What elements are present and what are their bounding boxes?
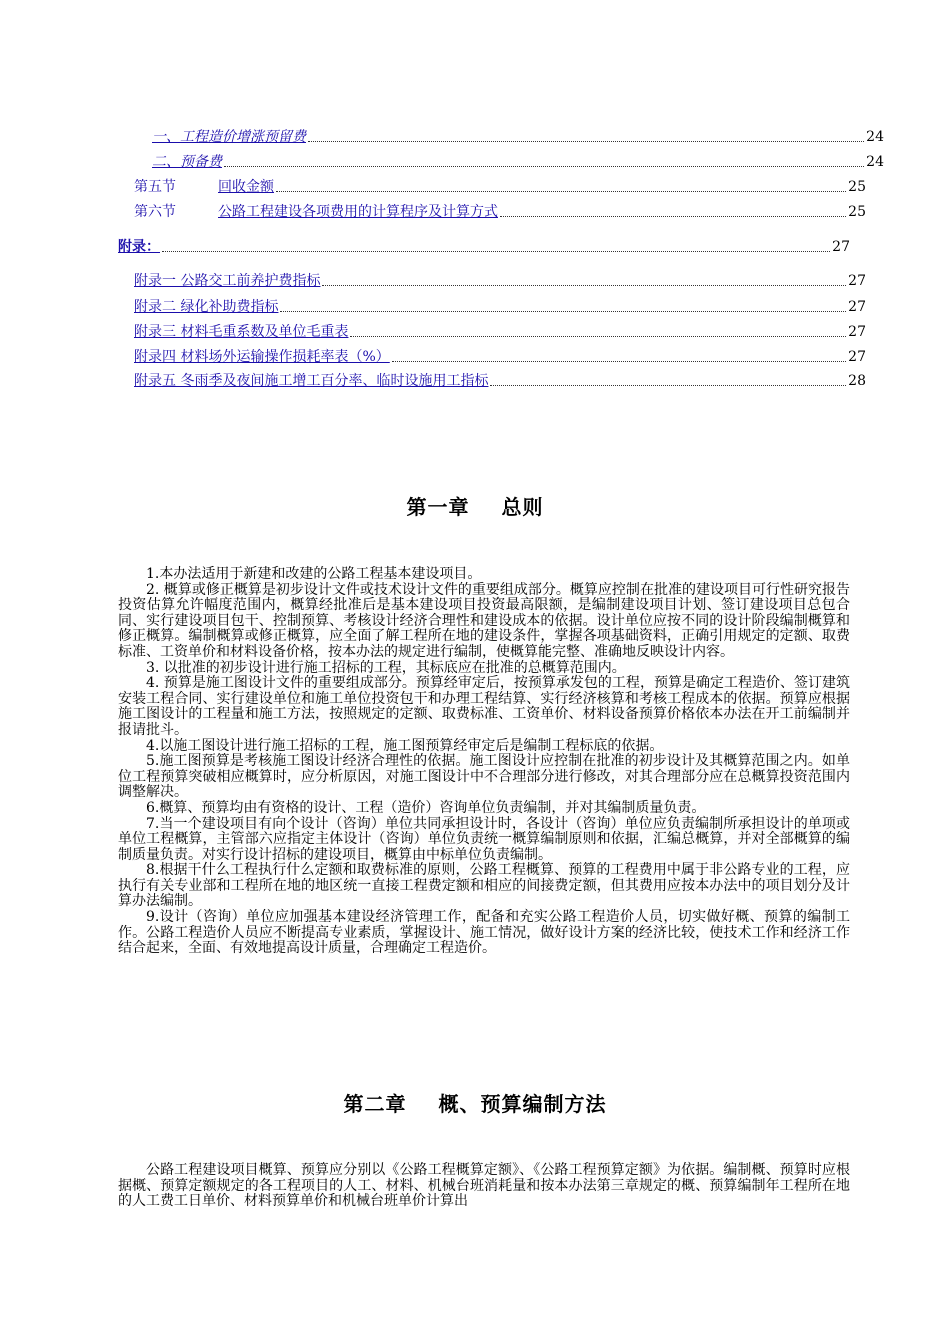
- toc-leader-dots: [392, 360, 846, 362]
- toc-link[interactable]: 附录四 材料场外运输操作损耗率表（%）: [134, 349, 390, 365]
- paragraph: 4. 预算是施工图设计文件的重要组成部分。预算经审定后，按预算承发包的工程，预算是确定工程造价、签订建筑安装工程合同、实行建设单位和施工单位投资包干和办理工程结算、实行经济核算和考核工程成本的依据。预算应根据施工图设计的工程量和施工方法，按照规定的定额、取费标准、工资单价、材料设备预算价格依本办法在开工前编制并报请批斗。: [118, 675, 850, 738]
- toc-page-number: 28: [848, 373, 866, 389]
- toc-link[interactable]: 附录二 绿化补助费指标: [134, 299, 279, 315]
- toc-leader-dots: [280, 310, 846, 312]
- toc-page-number: 27: [848, 324, 866, 340]
- toc-row[interactable]: [118, 236, 850, 256]
- toc-link[interactable]: [134, 203, 498, 221]
- toc-link[interactable]: 一、工程造价增涨预留费: [152, 129, 306, 145]
- toc-link-appendix[interactable]: 附录：: [118, 239, 160, 255]
- chapter-number: 第一章: [406, 495, 470, 519]
- toc-section-title: 回收金额: [218, 179, 274, 195]
- toc-row[interactable]: [118, 321, 866, 341]
- toc-page-number: 27: [848, 299, 866, 315]
- paragraph: 5.施工图预算是考核施工图设计经济合理性的依据。施工图设计应控制在批准的初步设计及其概算范围之内。如单位工程预算突破相应概算时，应分析原因，对施工图设计中不合理部分进行修改，对其合理部分应在总概算投资范围内调整解决。: [118, 753, 850, 801]
- paragraph: 6.概算、预算均由有资格的设计、工程（造价）咨询单位负责编制，并对其编制质量负责。: [146, 799, 706, 816]
- toc-page-number: 27: [832, 239, 850, 255]
- toc-leader-dots: [500, 215, 846, 217]
- toc-leader-dots: [350, 335, 846, 337]
- toc-row[interactable]: [118, 126, 884, 146]
- toc-section-number: 第六节: [134, 204, 176, 220]
- toc-row[interactable]: [118, 270, 866, 290]
- toc-page-number: 24: [866, 154, 884, 170]
- toc-page-number: 25: [848, 204, 866, 220]
- chapter-number: 第二章: [343, 1092, 407, 1116]
- toc-row[interactable]: [118, 176, 866, 196]
- chapter-title: 概、预算编制方法: [438, 1092, 607, 1116]
- toc-section-number: 第五节: [134, 179, 176, 195]
- toc-link[interactable]: 附录一 公路交工前养护费指标: [134, 273, 321, 289]
- toc-leader-dots: [322, 284, 846, 286]
- paragraph: 公路工程建设项目概算、预算应分别以《公路工程概算定额》、《公路工程预算定额》为依据。编制概、预算时应根据概、预算定额规定的各工程项目的人工、材料、机械台班消耗量和按本办法第三章规定的概、预算编制年工程所在地的人工费工日单价、材料预算单价和机械台班单价计算出: [118, 1162, 850, 1210]
- chapter-1-body: [118, 567, 850, 957]
- chapter-1-heading: [0, 491, 950, 520]
- toc-page-number: 25: [848, 179, 866, 195]
- toc-link[interactable]: 附录三 材料毛重系数及单位毛重表: [134, 324, 349, 340]
- chapter-2-heading: [0, 1088, 950, 1117]
- toc-link[interactable]: [134, 178, 274, 196]
- toc-link[interactable]: 附录五 冬雨季及夜间施工增工百分率、临时设施用工指标: [134, 373, 489, 389]
- toc-row[interactable]: [118, 201, 866, 221]
- chapter-2-body: [118, 1163, 850, 1210]
- paragraph: 8.根据干什么工程执行什么定额和取费标准的原则，公路工程概算、预算的工程费用中属于非公路专业的工程，应执行有关专业部和工程所在地的地区统一直接工程费定额和相应的间接费定额，但其费用应按本办法中的项目划分及计算办法编制。: [118, 862, 850, 910]
- paragraph: 9.设计（咨询）单位应加强基本建设经济管理工作，配备和充实公路工程造价人员，切实做好概、预算的编制工作。公路工程造价人员应不断提高专业素质，掌握设计、施工情况，做好设计方案的经济比较，使技术工作和经济工作结合起来，全面、有效地提高设计质量，合理确定工程造价。: [118, 909, 850, 957]
- toc-page-number: 27: [848, 273, 866, 289]
- toc-row[interactable]: [118, 296, 866, 316]
- paragraph: 3. 以批准的初步设计进行施工招标的工程，其标底应在批准的总概算范围内。: [146, 659, 626, 676]
- paragraph: 4.以施工图设计进行施工招标的工程，施工图预算经审定后是编制工程标底的依据。: [146, 737, 664, 754]
- toc-leader-dots: [490, 384, 846, 386]
- toc-leader-dots: [162, 250, 830, 252]
- toc-row[interactable]: [118, 370, 866, 390]
- toc-leader-dots: [224, 165, 864, 167]
- toc-section-title: 公路工程建设各项费用的计算程序及计算方式: [218, 204, 498, 220]
- paragraph: 7.当一个建设项目有向个设计（咨询）单位共同承担设计时，各设计（咨询）单位应负责编制所承担设计的单项或单位工程概算，主管部六应指定主体设计（咨询）单位负责统一概算编制原则和依据，汇编总概算，并对全部概算的编制质量负责。对实行设计招标的建设项目，概算由中标单位负责编制。: [118, 815, 850, 863]
- paragraph: 2. 概算或修正概算是初步设计文件或技术设计文件的重要组成部分。概算应控制在批准的建设项目可行性研究报告投资估算允许幅度范围内，概算经批准后是基本建设项目投资最高限额，是编制建设项目计划、签订建设项目总包合同、实行建设项目包干、控制预算、考核设计经济合理性和建设成本的依据。设计单位应按不同的设计阶段编制概算和修正概算。编制概算或修正概算，应全面了解工程所在地的建设条件，掌握各项基础资料，正确引用规定的定额、取费标准、工资单价和材料设备价格，按本办法的规定进行编制，使概算能完整、准确地反映设计内容。: [118, 581, 850, 660]
- toc-row[interactable]: [118, 346, 866, 366]
- toc-row[interactable]: [118, 151, 884, 171]
- paragraph: 1.本办法适用于新建和改建的公路工程基本建设项目。: [146, 566, 482, 582]
- toc-leader-dots: [308, 140, 864, 142]
- toc-page-number: 24: [866, 129, 884, 145]
- toc-page-number: 27: [848, 349, 866, 365]
- toc-leader-dots: [276, 190, 846, 192]
- chapter-title: 总则: [501, 495, 544, 519]
- toc-link[interactable]: 二、预备费: [152, 154, 222, 170]
